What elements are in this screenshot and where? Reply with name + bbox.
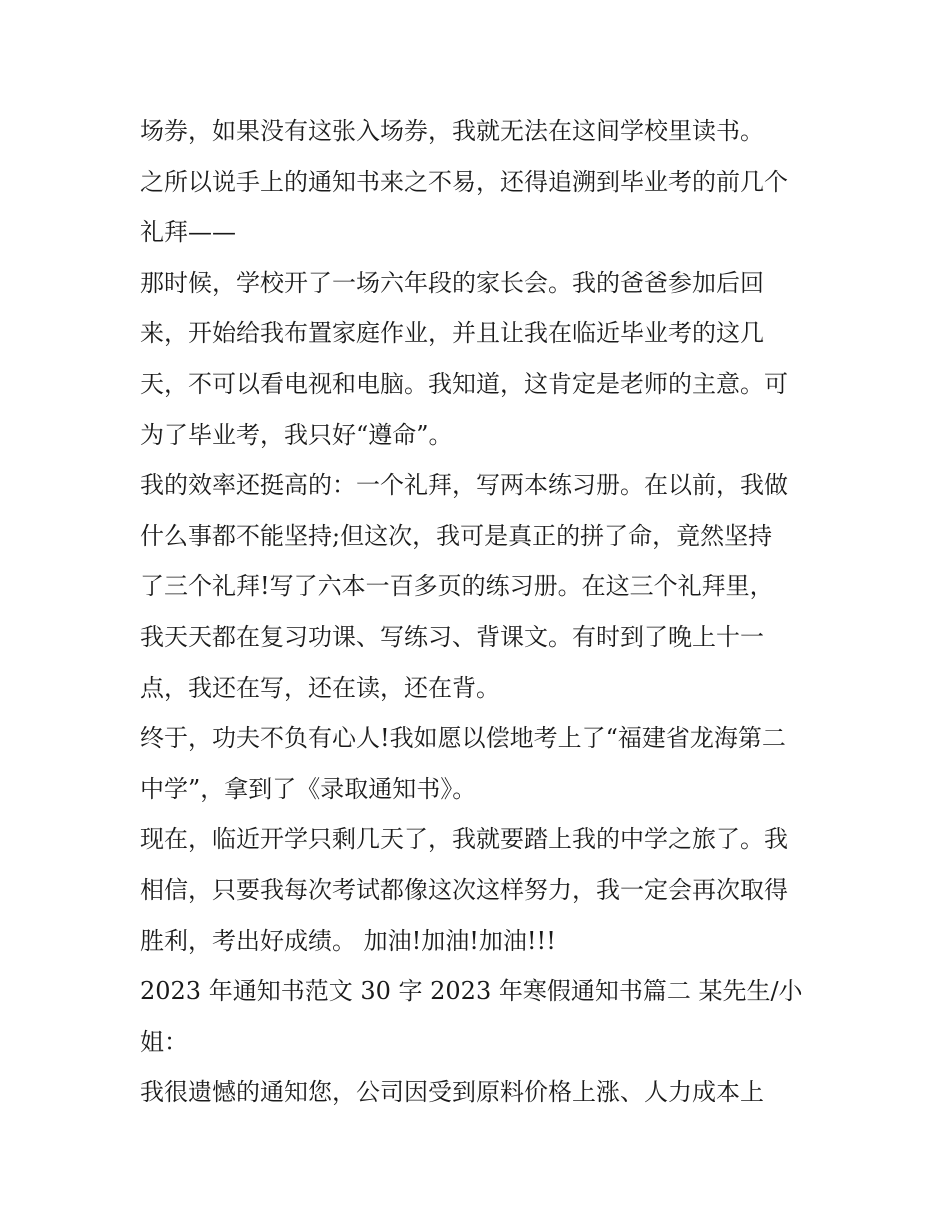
text-line: 天，不可以看电视和电脑。我知道，这肯定是老师的主意。可 [140, 369, 788, 398]
text-line: 相信，只要我每次考试都像这次这样努力，我一定会再次取得 [140, 875, 788, 904]
text-line: 终于，功夫不负有心人!我如愿以偿地考上了“福建省龙海第二 [140, 724, 786, 753]
text-line: 来，开始给我布置家庭作业，并且让我在临近毕业考的这几 [140, 319, 764, 348]
text-line: 点，我还在写，还在读，还在背。 [140, 673, 500, 702]
text-line: 中学”，拿到了《录取通知书》。 [140, 774, 477, 803]
text-line: 礼拜—— [140, 218, 236, 247]
text-line: 为了毕业考，我只好“遵命”。 [140, 420, 453, 449]
text-line: 场券，如果没有这张入场券，我就无法在这间学校里读书。 [140, 117, 764, 145]
text-line: 我的效率还挺高的：一个礼拜，写两本练习册。在以前，我做 [140, 471, 788, 500]
text-line: 姐： [140, 1027, 188, 1056]
document-body [140, 106, 830, 1118]
text-line: 了三个礼拜!写了六本一百多页的练习册。在这三个礼拜里， [140, 572, 774, 601]
text-line: 那时候，学校开了一场六年段的家长会。我的爸爸参加后回 [140, 268, 764, 297]
text-line: 之所以说手上的通知书来之不易，还得追溯到毕业考的前几个 [140, 167, 788, 196]
text-line: 胜利，考出好成绩。 加油!加油!加油!!! [140, 926, 556, 955]
text-line: 我天天都在复习功课、写练习、背课文。有时到了晚上十一 [140, 622, 764, 651]
text-line: 什么事都不能坚持;但这次，我可是真正的拼了命，竟然坚持 [140, 521, 773, 550]
text-line: 我很遗憾的通知您，公司因受到原料价格上涨、人力成本上 [140, 1078, 764, 1107]
text-line: 现在，临近开学只剩几天了，我就要踏上我的中学之旅了。我 [140, 825, 788, 854]
text-line: 2023 年通知书范文 30 字 2023 年寒假通知书篇二 某先生/小 [140, 977, 803, 1006]
